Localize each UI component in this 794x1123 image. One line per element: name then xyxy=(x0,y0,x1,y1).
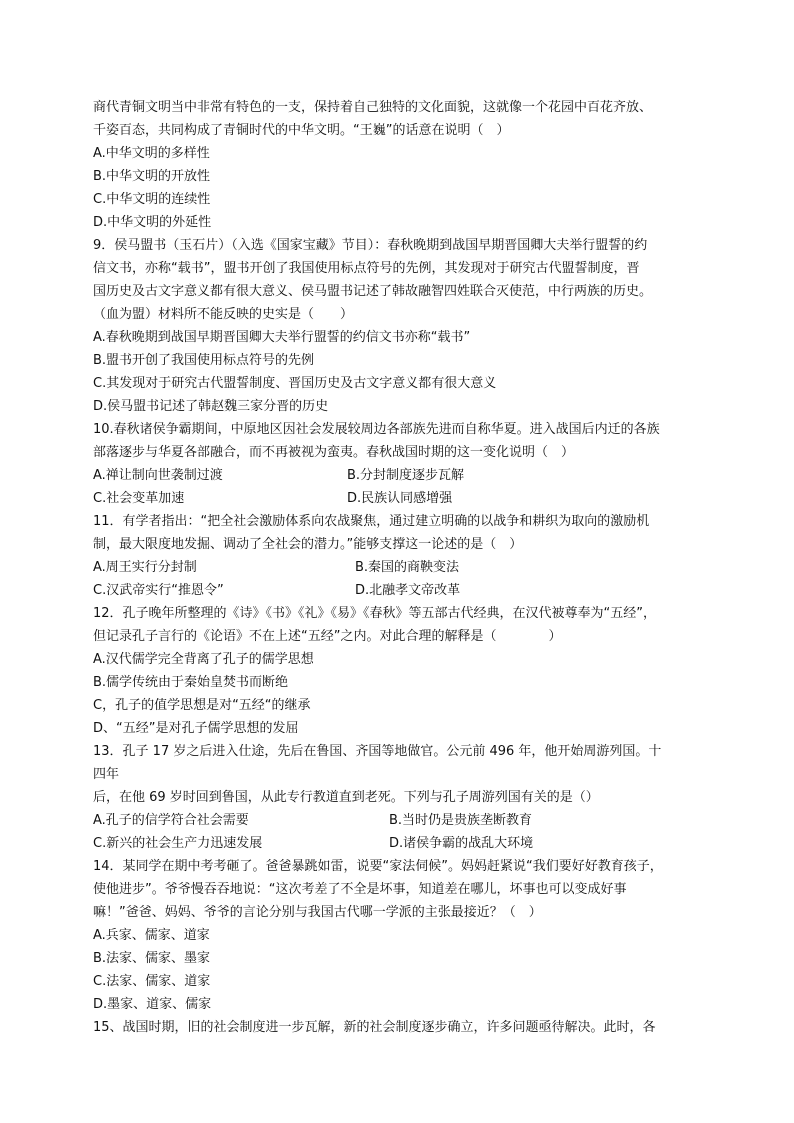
question-14-stem-line: 14．某同学在期中考考砸了。爸爸暴跳如雷，说要“家法伺候”。妈妈赶紧说“我们要好好教育孩子， xyxy=(93,859,663,874)
question-11-options-row xyxy=(93,579,707,602)
question-12-option-a: A.汉代儒学完全背离了孔子的儒学思想 xyxy=(93,652,314,667)
question-15 xyxy=(93,1016,707,1039)
question-8-option-b: B.中华文明的开放性 xyxy=(93,169,211,184)
question-11-option-b: B.秦国的商鞅变法 xyxy=(355,560,460,575)
question-13-options-row xyxy=(93,832,707,855)
question-9 xyxy=(93,234,707,418)
question-13 xyxy=(93,740,707,855)
question-12-stem-line: 但记录孔子言行的《论语》不在上述“五经”之内。对此合理的解释是（ ） xyxy=(93,629,562,644)
question-8-option-d: D.中华文明的外延性 xyxy=(93,215,212,230)
question-9-stem-line: （血为盟）材料所不能反映的史实是（ ） xyxy=(93,307,354,322)
question-8-option-a: A.中华文明的多样性 xyxy=(93,146,210,161)
exam-page xyxy=(93,96,707,1039)
question-13-stem-line: 13．孔子 17 岁之后进入仕途，先后在鲁国、齐国等地做官。公元前 496 年，他开始周游列国。十 xyxy=(93,744,662,759)
question-11-stem-line: 11．有学者指出：“把全社会激励体系向农战聚焦，通过建立明确的以战争和耕织为取向的激励机 xyxy=(93,514,650,529)
question-10-option-c: C.社会变革加速 xyxy=(93,491,185,506)
question-8 xyxy=(93,96,707,234)
question-11-option-a: A.周王实行分封制 xyxy=(93,560,197,575)
question-13-option-b: B.当时仍是贵族垄断教育 xyxy=(389,813,533,828)
question-10-options-row xyxy=(93,487,707,510)
question-10-stem-line: 部落逐步与华夏各部融合，而不再被视为蛮夷。春秋战国时期的这一变化说明（ ） xyxy=(93,445,575,460)
question-11-option-c: C.汉武帝实行“推恩令” xyxy=(93,583,224,598)
question-13-stem-line: 后，在他 69 岁时回到鲁国，从此专行教道直到老死。下列与孔子周游列国有关的是（） xyxy=(93,790,599,805)
question-13-stem-line: 四年 xyxy=(93,767,120,782)
question-14-stem-line: 使他进步”。爷爷慢吞吞地说：“这次考差了不全是坏事，知道差在哪儿，坏事也可以变成好事 xyxy=(93,882,627,897)
question-14-option-a: A.兵家、儒家、道家 xyxy=(93,928,210,943)
question-9-stem-line: 国历史及古文字意义都有很大意义、侯马盟书记述了韩故融智四姓联合灭使范，中行两族的历史。 xyxy=(93,284,653,299)
question-8-stem-line: 千姿百态，共同构成了青铜时代的中华文明。“王巍”的话意在说明（ ） xyxy=(93,123,510,138)
question-9-stem-line: 9．侯马盟书（玉石片）（入选《国家宝藏》节目）：春秋晚期到战国早期晋国卿大夫举行盟誓的约 xyxy=(93,238,648,253)
question-13-option-d: D.诸侯争霸的战乱大环境 xyxy=(389,836,534,851)
question-14 xyxy=(93,855,707,1016)
question-10-option-a: A.禅让制向世袭制过渡 xyxy=(93,468,223,483)
question-9-stem-line: 信文书，亦称“载书”，盟书开创了我国使用标点符号的先例，其发现对于研究古代盟誓制度，晋 xyxy=(93,261,640,276)
question-10-option-b: B.分封制度逐步瓦解 xyxy=(347,468,465,483)
question-9-option-d: D.侯马盟书记述了韩赵魏三家分晋的历史 xyxy=(93,399,329,414)
question-9-option-a: A.春秋晚期到战国早期晋国卿大夫举行盟誓的约信文书亦称“载书” xyxy=(93,330,471,345)
question-14-option-b: B.法家、儒家、墨家 xyxy=(93,951,211,966)
question-12-stem-line: 12．孔子晚年所整理的《诗》《书》《礼》《易》《春秋》等五部古代经典，在汉代被尊奉为“五经”， xyxy=(93,606,657,621)
question-10-option-d: D.民族认同感增强 xyxy=(347,491,453,506)
question-11-stem-line: 制，最大限度地发掘、调动了全社会的潜力。”能够支撑这一论述的是（ ） xyxy=(93,537,523,552)
question-9-option-c: C.其发现对于研究古代盟誓制度、晋国历史及古文字意义都有很大意义 xyxy=(93,376,497,391)
question-9-option-b: B.盟书开创了我国使用标点符号的先例 xyxy=(93,353,315,368)
question-12 xyxy=(93,602,707,740)
question-12-option-b: B.儒学传统由于秦始皇焚书而断绝 xyxy=(93,675,289,690)
question-11-options-row xyxy=(93,556,707,579)
question-13-option-a: A.孔子的信学符合社会需要 xyxy=(93,813,249,828)
question-14-option-d: D.墨家、道家、儒家 xyxy=(93,997,212,1012)
question-8-option-c: C.中华文明的连续性 xyxy=(93,192,211,207)
question-10 xyxy=(93,418,707,510)
question-10-options-row xyxy=(93,464,707,487)
question-14-stem-line: 嘛！”爸爸、妈妈、爷爷的言论分别与我国古代哪一学派的主张最接近？（ ） xyxy=(93,905,542,920)
question-14-option-c: C.法家、儒家、道家 xyxy=(93,974,211,989)
question-15-stem-line: 15、战国时期，旧的社会制度进一步瓦解，新的社会制度逐步确立，许多问题亟待解决。此时，各 xyxy=(93,1020,656,1035)
question-8-stem-line: 商代青铜文明当中非常有特色的一支，保持着自己独特的文化面貌，这就像一个花园中百花齐放、 xyxy=(93,100,653,115)
question-13-option-c: C.新兴的社会生产力迅速发展 xyxy=(93,836,263,851)
question-11 xyxy=(93,510,707,602)
question-10-stem-line: 10.春秋诸侯争霸期间，中原地区因社会发展较周边各部族先进而自称华夏。进入战国后内迁的各族 xyxy=(93,422,660,437)
question-12-option-d: D、“五经”是对孔子儒学思想的发屈 xyxy=(93,721,299,736)
question-13-options-row xyxy=(93,809,707,832)
question-12-option-c: C，孔子的值学思想是对“五经“的继承 xyxy=(93,698,311,713)
question-11-option-d: D.北融孝文帝改革 xyxy=(355,583,461,598)
